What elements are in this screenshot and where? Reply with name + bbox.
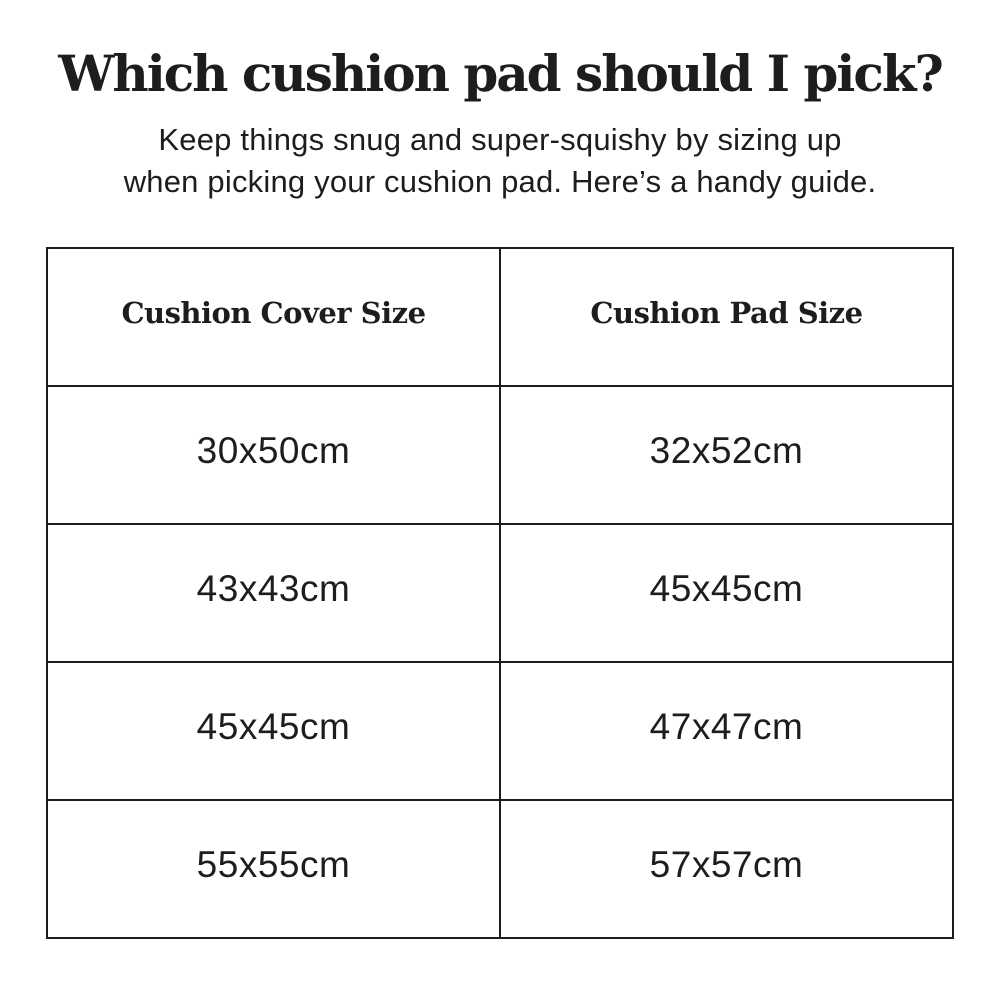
table-row (47, 800, 953, 938)
pad-size-cell: 45x45cm (500, 524, 953, 662)
cover-size-cell: 45x45cm (47, 662, 500, 800)
cover-size-cell: 43x43cm (47, 524, 500, 662)
pad-size-cell: 47x47cm (500, 662, 953, 800)
table-row (47, 524, 953, 662)
pad-size-cell: 57x57cm (500, 800, 953, 938)
column-header-pad-size: Cushion Pad Size (500, 248, 953, 386)
cover-size-cell: 30x50cm (47, 386, 500, 524)
page-title: Which cushion pad should I pick? (58, 44, 942, 103)
table-row (47, 386, 953, 524)
page-subtitle (0, 119, 1000, 203)
header-row (47, 248, 953, 386)
size-guide-table (46, 247, 954, 939)
subtitle-line-2: when picking your cushion pad. Here’s a handy guide. (123, 163, 877, 199)
cover-size-cell: 55x55cm (47, 800, 500, 938)
table-row (47, 662, 953, 800)
subtitle-line-1: Keep things snug and super-squishy by sizing up (158, 122, 842, 157)
pad-size-cell: 32x52cm (500, 386, 953, 524)
column-header-cover-size: Cushion Cover Size (47, 248, 500, 386)
